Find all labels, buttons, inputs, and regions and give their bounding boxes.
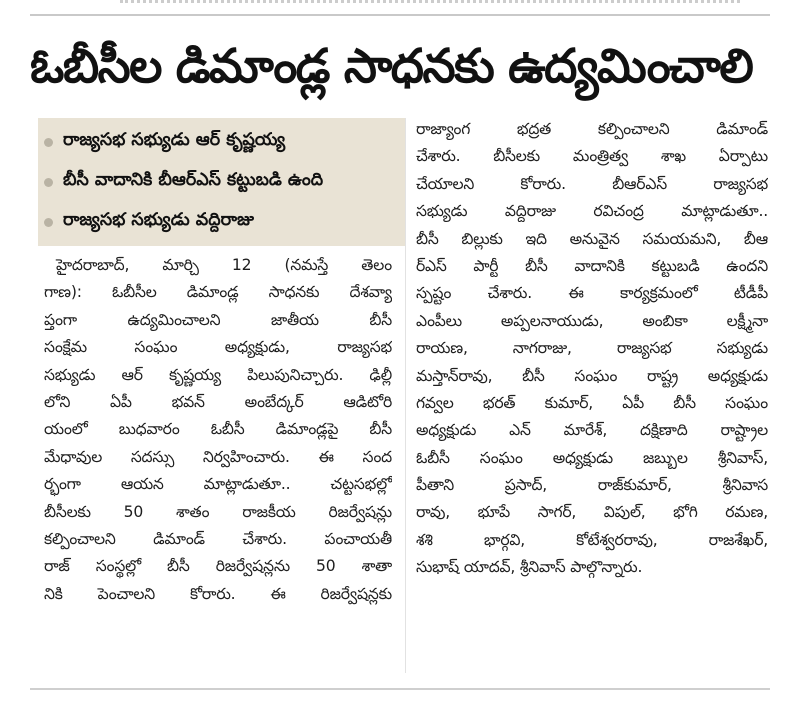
article-body-left-column — [44, 252, 392, 608]
highlights-box — [38, 118, 406, 246]
body-line: హైదరాబాద్, మార్చి 12 (నమస్తే తెలం — [56, 256, 392, 274]
body-line: ఓబీసీ సంఘం అధ్యక్షుడు జబ్బుల శ్రీనివాస్, — [416, 448, 768, 467]
body-line: ర్ఎస్ పార్టీ బీసీ వాదానికి కట్టుబడి ఉందని — [416, 256, 768, 275]
body-line: సభ్యుడు వద్దిరాజు రవిచంద్ర మాట్లాడుతూ.. — [416, 202, 768, 221]
body-line: సుభాష్ యాదవ్, శ్రీనివాస్ పాల్గొన్నారు. — [416, 558, 643, 577]
body-line: కల్పించాలని డిమాండ్ చేశారు. పంచాయతీ — [44, 529, 392, 548]
body-line: మేధావుల సదస్సు నిర్వహించారు. ఈ సంద — [44, 447, 392, 466]
highlight-item — [38, 202, 406, 242]
body-line: నికి పెంచాలని కోరారు. ఈ రిజర్వేషన్లకు — [44, 584, 392, 603]
top-clipped-text-remnant — [120, 0, 740, 9]
body-line: లోని ఏపీ భవన్ అంబేద్కర్ ఆడిటోరి — [44, 392, 392, 411]
bottom-divider — [30, 688, 770, 690]
bullet-icon — [44, 138, 53, 147]
body-line: గాణ): ఓబీసీల డిమాండ్ల సాధనకు దేశవ్యా — [44, 283, 392, 302]
body-line: శశి భార్గవి, కోటేశ్వరరావు, రాజశేఖర్, — [416, 530, 768, 549]
body-line: మస్తాన్‌రావు, బీసీ సంఘం రాష్ట్ర అధ్యక్షుడు — [416, 366, 768, 385]
body-line: బీసీ బిల్లుకు ఇది అనువైన సమయమని, బీఆ — [416, 229, 768, 248]
body-line: యంలో బుధవారం ఓబీసీ డిమాండ్లపై బీసీ — [44, 420, 392, 439]
body-line: రాయణ, నాగరాజు, రాజ్యసభ సభ్యుడు — [416, 339, 768, 358]
highlight-text: రాజ్యసభ సభ్యుడు ఆర్ కృష్ణయ్య — [63, 130, 286, 150]
column-divider — [405, 118, 406, 673]
article-body-right-column — [416, 116, 768, 582]
body-line: బీసీలకు 50 శాతం రాజకీయ రిజర్వేషన్లు — [44, 502, 392, 521]
body-line: సభ్యుడు ఆర్ కృష్ణయ్య పిలుపునిచ్చారు. ఢిల్లీ — [44, 365, 392, 384]
top-divider — [30, 14, 770, 16]
body-line: రాజ్ సంస్థల్లో బీసీ రిజర్వేషన్లను 50 శాతా — [44, 557, 392, 576]
bullet-icon — [44, 178, 53, 187]
body-line: స్పష్టం చేశారు. ఈ కార్యక్రమంలో టీడీపీ — [416, 284, 768, 303]
body-line: రావు, భూపే సాగర్, విపుల్, భోగి రమణ, — [416, 503, 768, 522]
article-headline: ఓబీసీల డిమాండ్ల సాధనకు ఉద్యమించాలి — [30, 39, 753, 94]
body-line: ర్భంగా ఆయన మాట్లాడుతూ.. చట్టసభల్లో — [44, 475, 392, 494]
highlight-item — [38, 122, 406, 162]
bullet-icon — [44, 218, 53, 227]
body-line: సంక్షేమ సంఘం అధ్యక్షుడు, రాజ్యసభ — [44, 338, 392, 357]
body-line: గవ్వల భరత్ కుమార్, ఏపీ బీసీ సంఘం — [416, 393, 768, 412]
body-line: పీతాని ప్రసాద్, రాజ్‌కుమార్, శ్రీనివాస — [416, 476, 768, 495]
highlight-item — [38, 162, 406, 202]
body-line: రాజ్యాంగ భద్రత కల్పించాలని డిమాండ్ — [416, 120, 768, 138]
body-line: అధ్యక్షుడు ఎన్ మారేశ్, దక్షిణాది రాష్ట్రాల — [416, 421, 768, 440]
highlight-text: బీసీ వాదానికి బీఆర్ఎస్ కట్టుబడి ఉంది — [63, 170, 324, 190]
body-line: చేయాలని కోరారు. బీఆర్ఎస్ రాజ్యసభ — [416, 174, 768, 193]
body-line: చేశారు. బీసీలకు మంత్రిత్వ శాఖ ఏర్పాటు — [416, 147, 768, 166]
highlight-text: రాజ్యసభ సభ్యుడు వద్దిరాజు — [63, 210, 254, 230]
body-line: ప్తంగా ఉద్యమించాలని జాతీయ బీసీ — [44, 310, 392, 329]
body-line: ఎంపీలు అప్పలనాయుడు, అంబికా లక్ష్మీనా — [416, 311, 768, 330]
